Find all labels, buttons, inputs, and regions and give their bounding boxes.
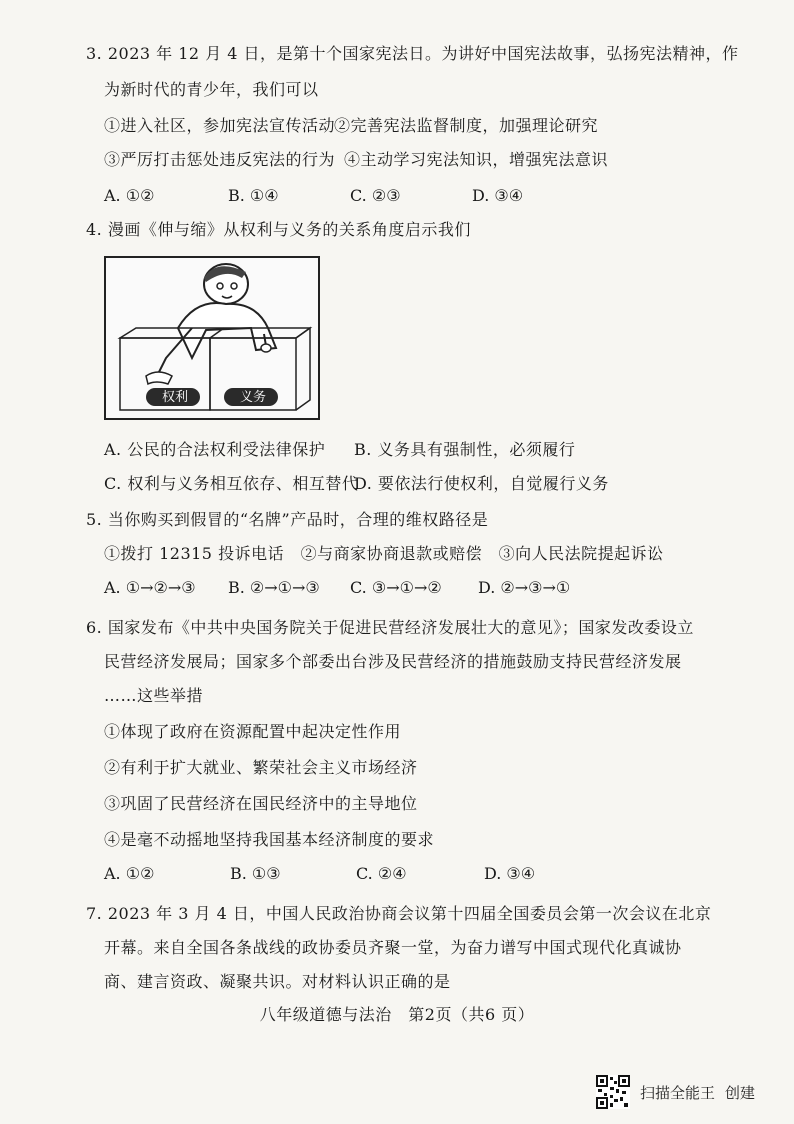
q3-option-a: A. ①② bbox=[104, 186, 155, 205]
q5-option-b: B. ②→①→③ bbox=[228, 578, 320, 597]
q6-item-3: ③巩固了民营经济在国民经济中的主导地位 bbox=[104, 794, 418, 813]
q6-option-b: B. ①③ bbox=[230, 864, 281, 883]
scanner-action: 创建 bbox=[725, 1083, 756, 1102]
q6-stem-line3: ……这些举措 bbox=[104, 686, 204, 705]
cartoon-illustration bbox=[106, 258, 318, 418]
q5-option-c: C. ③→①→② bbox=[350, 578, 442, 597]
q3-option-d: D. ③④ bbox=[472, 186, 524, 205]
q6-option-c: C. ②④ bbox=[356, 864, 407, 883]
q7-stem-line3: 商、建言资政、凝聚共识。对材料认识正确的是 bbox=[104, 972, 451, 991]
q6-stem-line2: 民营经济发展局；国家多个部委出台涉及民营经济的措施鼓励支持民营经济发展 bbox=[104, 652, 682, 671]
q6-item-2: ②有利于扩大就业、繁荣社会主义市场经济 bbox=[104, 758, 418, 777]
q3-option-b: B. ①④ bbox=[228, 186, 279, 205]
q4-option-b: B. 义务具有强制性，必须履行 bbox=[354, 440, 576, 459]
scanner-watermark bbox=[596, 1074, 765, 1110]
q3-item-4: ④主动学习宪法知识，增强宪法意识 bbox=[344, 150, 609, 169]
q3-item-1: ①进入社区，参加宪法宣传活动 bbox=[104, 116, 336, 135]
qr-code-icon bbox=[596, 1075, 630, 1109]
cartoon-label-rights: 权利 bbox=[161, 390, 188, 405]
cartoon-label-duties: 义务 bbox=[239, 390, 266, 405]
q3-stem-line1: 3. 2023 年 12 月 4 日，是第十个国家宪法日。为讲好中国宪法故事，弘扬宪法精神，作 bbox=[86, 44, 739, 63]
q6-stem-line1: 6. 国家发布《中共中央国务院关于促进民营经济发展壮大的意见》；国家发改委设立 bbox=[86, 618, 694, 637]
q3-option-c: C. ②③ bbox=[350, 186, 401, 205]
q5-option-d: D. ②→③→① bbox=[478, 578, 571, 597]
q6-item-1: ①体现了政府在资源配置中起决定性作用 bbox=[104, 722, 402, 741]
q3-stem-line2: 为新时代的青少年，我们可以 bbox=[104, 80, 319, 99]
q3-item-2: ②完善宪法监督制度，加强理论研究 bbox=[334, 116, 599, 135]
q3-item-3: ③严厉打击惩处违反宪法的行为 bbox=[104, 150, 336, 169]
q4-option-a: A. 公民的合法权利受法律保护 bbox=[104, 440, 326, 459]
page-footer: 八年级道德与法治 第2页（共6 页） bbox=[259, 1005, 535, 1024]
scanner-app-name: 扫描全能王 bbox=[640, 1083, 716, 1102]
q4-option-d: D. 要依法行使权利，自觉履行义务 bbox=[354, 474, 609, 493]
q7-stem-line2: 开幕。来自全国各条战线的政协委员齐聚一堂，为奋力谱写中国式现代化真诚协 bbox=[104, 938, 682, 957]
q5-option-a: A. ①→②→③ bbox=[104, 578, 196, 597]
cartoon-stretch-and-shrink bbox=[104, 256, 320, 420]
q6-item-4: ④是毫不动摇地坚持我国基本经济制度的要求 bbox=[104, 830, 435, 849]
q4-option-c: C. 权利与义务相互依存、相互替代 bbox=[104, 474, 359, 493]
q5-stem: 5. 当你购买到假冒的“名牌”产品时，合理的维权路径是 bbox=[86, 510, 489, 529]
q7-stem-line1: 7. 2023 年 3 月 4 日，中国人民政治协商会议第十四届全国委员会第一次会议在北京 bbox=[86, 904, 712, 923]
q4-stem: 4. 漫画《伸与缩》从权利与义务的关系角度启示我们 bbox=[86, 220, 471, 239]
q6-option-d: D. ③④ bbox=[484, 864, 536, 883]
q5-items: ①拨打 12315 投诉电话 ②与商家协商退款或赔偿 ③向人民法院提起诉讼 bbox=[104, 544, 664, 563]
q6-option-a: A. ①② bbox=[104, 864, 155, 883]
